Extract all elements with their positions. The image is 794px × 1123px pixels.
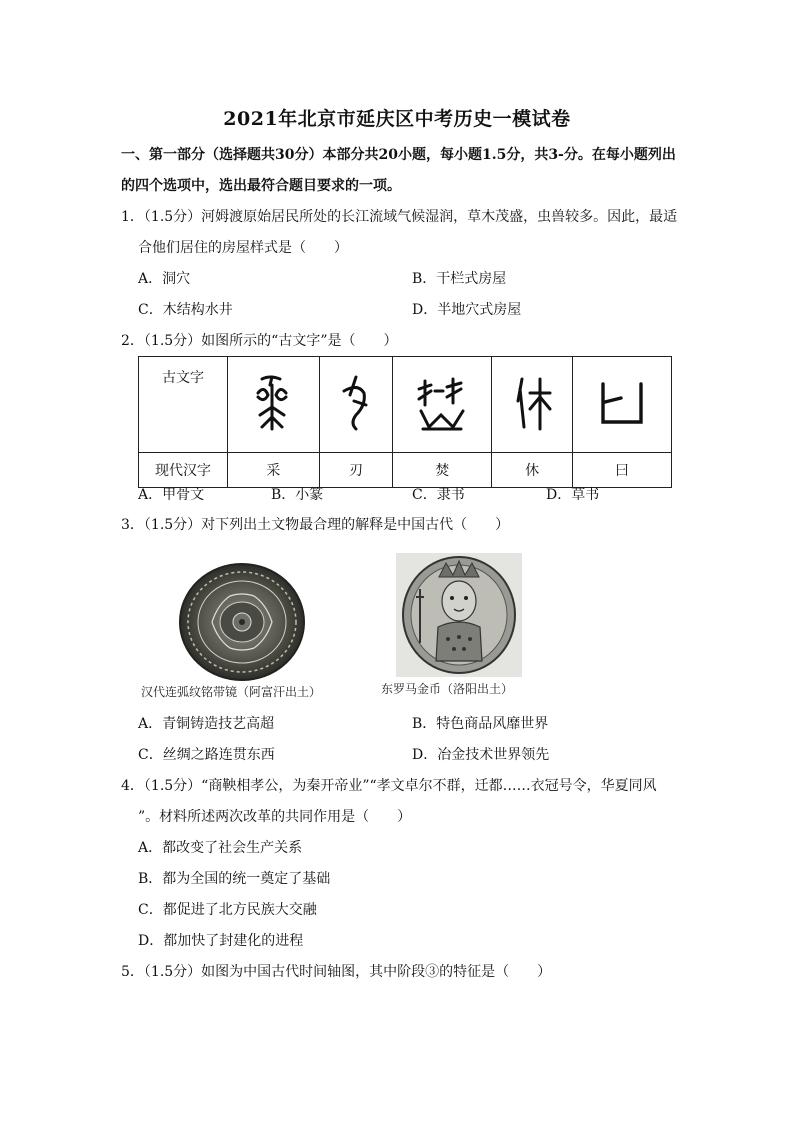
q3-option-d: D．冶金技术世界领先 [412,747,550,763]
q2-option-d: D．草书 [546,487,600,503]
modern-char-cell: 休 [492,453,573,488]
q4-option-b: B．都为全国的统一奠定了基础 [138,871,331,887]
q3-option-c: C．丝绸之路连贯东西 [138,747,275,763]
q4-stem-line2: ”。材料所述两次改革的共同作用是（ ） [138,809,412,825]
q2-stem: 2．（1.5分）如图所示的“古文字”是（ ） [121,333,398,349]
q3-option-b: B．特色商品风靡世界 [412,716,549,732]
q1-option-d: D．半地穴式房屋 [412,302,522,318]
modern-char-cell: 采 [228,453,320,488]
modern-char-cell: 曰 [573,453,672,488]
byzantine-coin-image [396,553,522,677]
table-label-ancient: 古文字 [139,357,228,453]
ancient-script-table [138,356,672,488]
q4-option-a: A．都改变了社会生产关系 [138,840,303,856]
q3-stem: 3．（1.5分）对下列出土文物最合理的解释是中国古代（ ） [121,517,510,533]
cai-oracle-glyph-icon [248,371,298,435]
q4-option-d: D．都加快了封建化的进程 [138,933,304,949]
ren-oracle-glyph-icon [336,371,376,435]
q5-stem: 5．（1.5分）如图为中国古代时间轴图，其中阶段③的特征是（ ） [121,964,552,980]
q1-option-b: B．干栏式房屋 [412,271,507,287]
q1-stem-line2: 合他们居住的房屋样式是（ ） [138,240,348,256]
q2-option-a: A．甲骨文 [138,487,205,503]
q1-option-a: A．洞穴 [138,271,191,287]
q3-option-a: A．青铜铸造技艺高超 [138,716,275,732]
bronze-mirror-image [172,562,312,682]
glyph-cell [319,357,393,453]
glyph-cell [228,357,320,453]
q2-option-b: B．小篆 [271,487,324,503]
q4-option-c: C．都促进了北方民族大交融 [138,902,317,918]
modern-char-cell: 刃 [319,453,393,488]
coin-caption: 东罗马金币（洛阳出土） [381,682,514,696]
yue-oracle-glyph-icon [595,378,649,428]
q1-stem-line1: 1．（1.5分）河姆渡原始居民所处的长江流域气候湿润，草木茂盛，虫兽较多。因此，最适 [121,209,678,225]
glyph-cell [573,357,672,453]
fen-oracle-glyph-icon [415,371,469,435]
q1-option-c: C．木结构水井 [138,302,233,318]
mirror-caption: 汉代连弧纹铭带镜（阿富汗出土） [141,685,322,699]
section-instructions-line1: 一、第一部分（选择题共30分）本部分共20小题，每小题1.5分，共3-分。在每小题列出 [121,147,676,163]
q4-stem-line1: 4．（1.5分）“商鞅相孝公，为秦开帝业”“孝文卓尔不群，迁都……衣冠号令，华夏同风 [121,778,657,794]
exam-title: 2021年北京市延庆区中考历史一模试卷 [223,108,571,130]
glyph-cell [492,357,573,453]
section-instructions-line2: 的四个选项中，选出最符合题目要求的一项。 [121,178,401,194]
glyph-cell [393,357,492,453]
q2-option-c: C．隶书 [412,487,465,503]
xiu-oracle-glyph-icon [510,371,554,435]
modern-char-cell: 焚 [393,453,492,488]
table-label-modern: 现代汉字 [139,453,228,488]
